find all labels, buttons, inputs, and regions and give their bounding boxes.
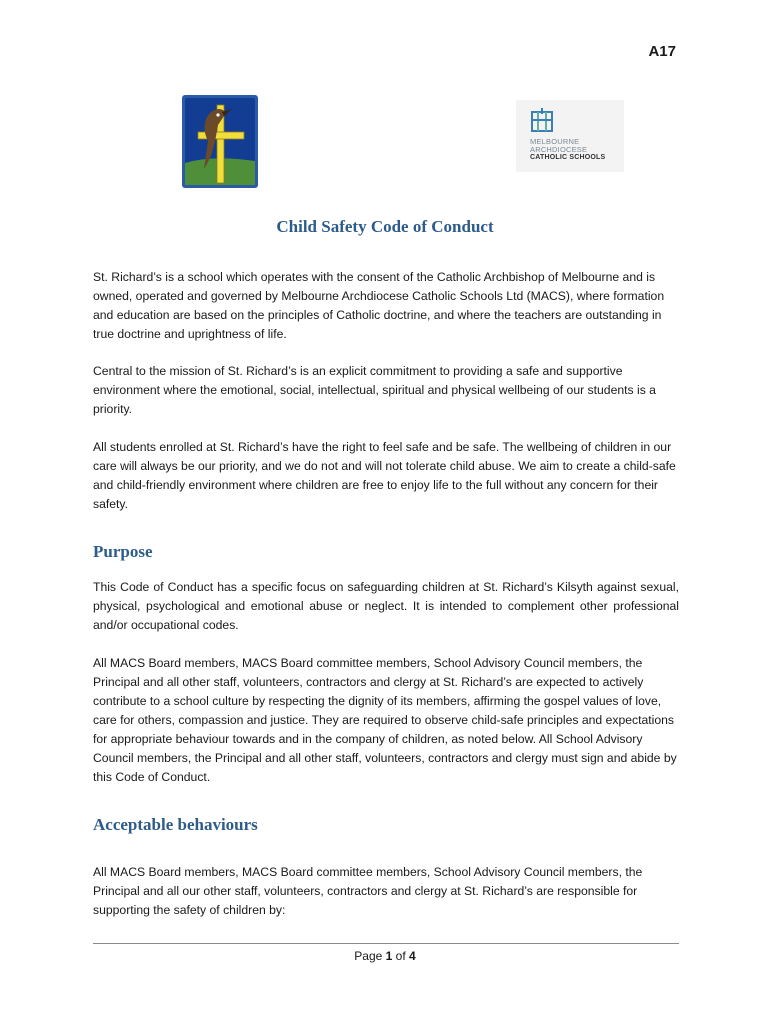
purpose-paragraph-2: All MACS Board members, MACS Board committee members, School Advisory Council members, the Principal and all other staff, volunteers, contractors and clergy at St. Richard’s are expected to actively contribute to a school culture by respecting the dignity of its members, affirming the gospel values of love, care for others, compassion and justice. They are required to observe child-safe principles and expectations for appropriate behaviour towards and in the company of children, as noted below. All School Advisory Council members, the Principal and all other staff, volunteers, contractors and clergy must sign and abide by this Code of Conduct. — [93, 656, 677, 784]
document-id: A17 — [648, 43, 676, 60]
intro-paragraph-2: Central to the mission of St. Richard’s is an explicit commitment to providing a safe and supportive environment where the emotional, social, intellectual, spiritual and physical wellbeing of our students is a priority. — [93, 364, 656, 416]
school-crest-logo — [182, 95, 258, 188]
purpose-paragraph-1: This Code of Conduct has a specific focus on safeguarding children at St. Richard’s Kilsyth against sexual, physical, psychological and emotional abuse or neglect. It is intended to complement other professional and/or occupational codes. — [93, 580, 679, 632]
macs-logo-line-2: ARCHDIOCESE — [530, 145, 588, 154]
total-pages: 4 — [409, 949, 416, 963]
macs-logo — [516, 100, 624, 172]
page-label: Page — [354, 949, 383, 963]
footer-divider — [93, 943, 679, 944]
page-number — [0, 949, 770, 963]
document-title: Child Safety Code of Conduct — [276, 217, 494, 236]
current-page: 1 — [385, 949, 393, 963]
intro-paragraph-3: All students enrolled at St. Richard’s have the right to feel safe and be safe. The wellbeing of children in our care will always be our priority, and we do not and will not tolerate child abuse. We aim to create a child-safe and child-friendly environment where children are free to enjoy life to the full without any concern for their safety. — [93, 440, 676, 511]
acceptable-behaviours-heading: Acceptable behaviours — [93, 815, 258, 834]
macs-logo-line-3: CATHOLIC SCHOOLS — [530, 154, 606, 161]
intro-paragraph-1: St. Richard’s is a school which operates with the consent of the Catholic Archbishop of Melbourne and is owned, operated and governed by Melbourne Archdiocese Catholic Schools Ltd (MACS), where formation and education are based on the principles of Catholic doctrine, and where the teachers are outstanding in true doctrine and uprightness of life. — [93, 270, 665, 341]
acceptable-behaviours-paragraph: All MACS Board members, MACS Board committee members, School Advisory Council members, the Principal and all our other staff, volunteers, contractors and clergy at St. Richard’s are responsible for supporting the safety of children by: — [93, 865, 643, 917]
purpose-heading: Purpose — [93, 542, 153, 561]
macs-logo-line-1: MELBOURNE — [530, 137, 580, 146]
of-label: of — [395, 949, 406, 963]
